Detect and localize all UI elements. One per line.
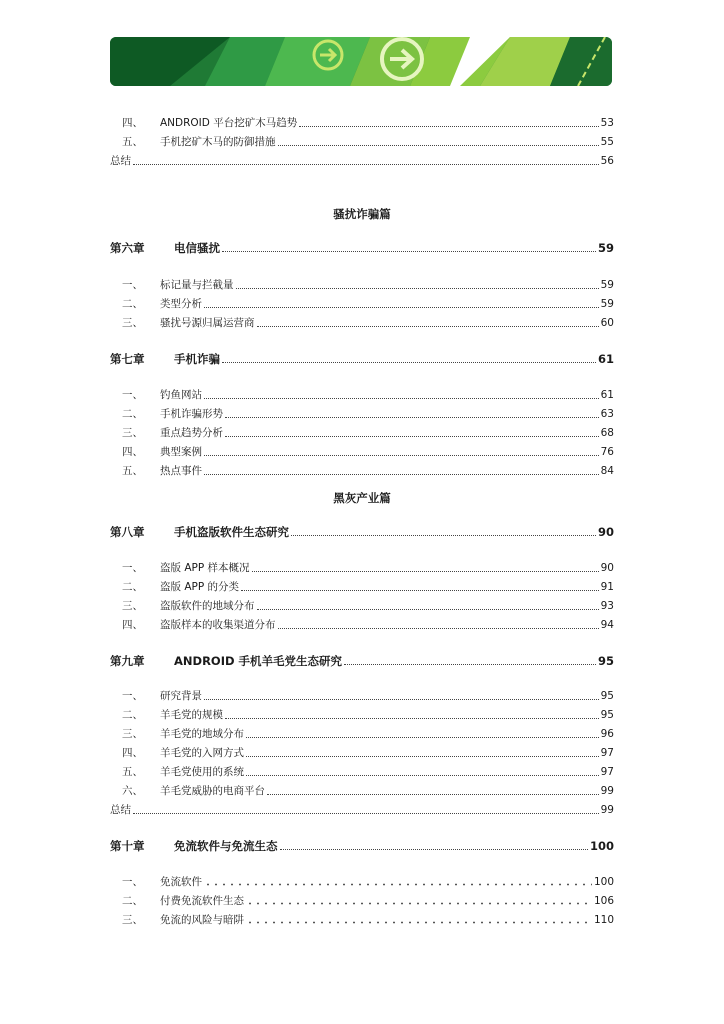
toc-entry[interactable]: [110, 785, 614, 798]
leader-dots: [204, 306, 599, 308]
toc-chapter[interactable]: [110, 526, 614, 539]
toc-entry[interactable]: [110, 136, 614, 149]
toc-chapter[interactable]: [110, 353, 614, 366]
entry-title: 典型案例: [160, 446, 202, 458]
toc-entry[interactable]: [110, 408, 614, 421]
entry-title: 标记量与拦截量: [160, 279, 234, 291]
toc-entry[interactable]: [110, 600, 614, 613]
leader-dots: [246, 902, 592, 905]
toc-chapter[interactable]: [110, 242, 614, 255]
toc-chapter[interactable]: [110, 655, 614, 668]
entry-page: 84: [600, 465, 614, 477]
chapter-page: 100: [589, 839, 614, 853]
entry-title: 手机挖矿木马的防御措施: [160, 136, 276, 148]
entry-title: 羊毛党的规模: [160, 709, 223, 721]
leader-dots: [241, 589, 599, 591]
entry-page: 59: [600, 298, 614, 310]
leader-dots: [133, 163, 599, 165]
entry-title: 类型分析: [160, 298, 202, 310]
leader-dots: [204, 397, 599, 399]
entry-number: 三、: [122, 600, 143, 612]
entry-number: 六、: [122, 785, 143, 797]
toc-entry[interactable]: [110, 876, 614, 889]
entry-page: 68: [600, 427, 614, 439]
entry-page: 90: [600, 562, 614, 574]
leader-dots: [280, 848, 588, 850]
chapter-page: 59: [597, 241, 614, 255]
toc-entry[interactable]: [110, 581, 614, 594]
entry-title: 盗版 APP 的分类: [160, 581, 240, 593]
entry-page: 93: [600, 600, 614, 612]
leader-dots: [344, 663, 596, 665]
toc-entry[interactable]: [110, 117, 614, 130]
toc-chapter[interactable]: [110, 840, 614, 853]
entry-number: 四、: [122, 619, 143, 631]
entry-number: 二、: [122, 895, 143, 907]
entry-title: 付费免流软件生态: [160, 895, 244, 907]
entry-title: 羊毛党使用的系统: [160, 766, 244, 778]
leader-dots: [252, 570, 599, 572]
leader-dots: [204, 883, 592, 886]
toc-entry[interactable]: [110, 709, 614, 722]
toc-entry[interactable]: [110, 804, 614, 817]
entry-page: 95: [600, 690, 614, 702]
entry-title: 免流软件: [160, 876, 202, 888]
leader-dots: [246, 755, 599, 757]
entry-page: 95: [600, 709, 614, 721]
toc-entry[interactable]: [110, 427, 614, 440]
entry-page: 63: [600, 408, 614, 420]
entry-number: 一、: [122, 562, 143, 574]
entry-title: 羊毛党的地域分布: [160, 728, 244, 740]
header-banner: [110, 37, 612, 86]
entry-number: 五、: [122, 136, 143, 148]
chapter-title: 免流软件与免流生态: [174, 839, 278, 853]
entry-page: 59: [600, 279, 614, 291]
toc-entry[interactable]: [110, 728, 614, 741]
entry-number: 一、: [122, 876, 143, 888]
entry-number: 五、: [122, 465, 143, 477]
entry-page: 110: [593, 914, 614, 926]
entry-page: 60: [600, 317, 614, 329]
leader-dots: [222, 361, 596, 363]
toc-entry[interactable]: [110, 562, 614, 575]
leader-dots: [291, 534, 596, 536]
entry-number: 一、: [122, 389, 143, 401]
leader-dots: [246, 921, 592, 924]
entry-title: 手机诈骗形势: [160, 408, 223, 420]
leader-dots: [257, 608, 599, 610]
entry-title: 重点趋势分析: [160, 427, 223, 439]
entry-title: 总结: [110, 155, 131, 167]
toc-entry[interactable]: [110, 619, 614, 632]
entry-page: 99: [600, 785, 614, 797]
leader-dots: [236, 287, 599, 289]
entry-number: 一、: [122, 690, 143, 702]
leader-dots: [225, 717, 599, 719]
entry-title: 免流的风险与暗阱: [160, 914, 244, 926]
entry-page: 100: [593, 876, 614, 888]
entry-page: 91: [600, 581, 614, 593]
section-heading: 黑灰产业篇: [333, 491, 391, 505]
entry-page: 94: [600, 619, 614, 631]
toc-entry[interactable]: [110, 465, 614, 478]
toc-entry[interactable]: [110, 914, 614, 927]
entry-number: 三、: [122, 427, 143, 439]
entry-number: 一、: [122, 279, 143, 291]
entry-number: 四、: [122, 117, 143, 129]
leader-dots: [278, 144, 599, 146]
entry-title: 羊毛党的入网方式: [160, 747, 244, 759]
entry-title: 盗版软件的地域分布: [160, 600, 255, 612]
leader-dots: [204, 698, 599, 700]
chapter-title: ANDROID 手机羊毛党生态研究: [174, 654, 343, 668]
entry-number: 四、: [122, 446, 143, 458]
entry-page: 106: [593, 895, 614, 907]
leader-dots: [204, 473, 599, 475]
entry-title: 盗版样本的收集渠道分布: [160, 619, 276, 631]
toc-entry[interactable]: [110, 389, 614, 402]
entry-page: 99: [600, 804, 614, 816]
entry-page: 61: [600, 389, 614, 401]
leader-dots: [204, 454, 599, 456]
entry-page: 96: [600, 728, 614, 740]
entry-number: 三、: [122, 728, 143, 740]
leader-dots: [222, 250, 596, 252]
chapter-number: 第七章: [110, 352, 145, 366]
entry-number: 二、: [122, 709, 143, 721]
entry-page: 56: [600, 155, 614, 167]
entry-title: 盗版 APP 样本概况: [160, 562, 250, 574]
chapter-page: 95: [597, 654, 614, 668]
leader-dots: [278, 627, 599, 629]
entry-page: 53: [600, 117, 614, 129]
entry-page: 97: [600, 766, 614, 778]
entry-number: 三、: [122, 914, 143, 926]
toc-entry[interactable]: [110, 895, 614, 908]
chapter-number: 第六章: [110, 241, 145, 255]
entry-page: 76: [600, 446, 614, 458]
leader-dots: [299, 125, 598, 127]
toc-entry[interactable]: [110, 446, 614, 459]
chapter-title: 手机盗版软件生态研究: [174, 525, 289, 539]
leader-dots: [133, 812, 599, 814]
toc-entry[interactable]: [110, 317, 614, 330]
leader-dots: [225, 416, 599, 418]
toc-entry[interactable]: [110, 747, 614, 760]
chapter-number: 第八章: [110, 525, 145, 539]
entry-title: 羊毛党威胁的电商平台: [160, 785, 265, 797]
entry-title: 钓鱼网站: [160, 389, 202, 401]
entry-title: ANDROID 平台挖矿木马趋势: [160, 117, 298, 129]
leader-dots: [246, 736, 599, 738]
toc-entry[interactable]: [110, 298, 614, 311]
entry-number: 三、: [122, 317, 143, 329]
entry-number: 二、: [122, 298, 143, 310]
entry-page: 97: [600, 747, 614, 759]
toc-entry[interactable]: [110, 766, 614, 779]
chapter-title: 电信骚扰: [174, 241, 220, 255]
toc-entry[interactable]: [110, 690, 614, 703]
entry-number: 四、: [122, 747, 143, 759]
entry-title: 热点事件: [160, 465, 202, 477]
entry-title: 总结: [110, 804, 131, 816]
chapter-number: 第九章: [110, 654, 145, 668]
chapter-page: 90: [597, 525, 614, 539]
toc-entry[interactable]: [110, 279, 614, 292]
leader-dots: [225, 435, 599, 437]
leader-dots: [267, 793, 599, 795]
entry-title: 骚扰号源归属运营商: [160, 317, 255, 329]
entry-number: 五、: [122, 766, 143, 778]
leader-dots: [246, 774, 599, 776]
chapter-title: 手机诈骗: [174, 352, 220, 366]
entry-number: 二、: [122, 581, 143, 593]
section-heading: 骚扰诈骗篇: [333, 207, 391, 221]
entry-page: 55: [600, 136, 614, 148]
chapter-page: 61: [597, 352, 614, 366]
toc-entry[interactable]: [110, 155, 614, 168]
entry-number: 二、: [122, 408, 143, 420]
leader-dots: [257, 325, 599, 327]
chapter-number: 第十章: [110, 839, 145, 853]
entry-title: 研究背景: [160, 690, 202, 702]
